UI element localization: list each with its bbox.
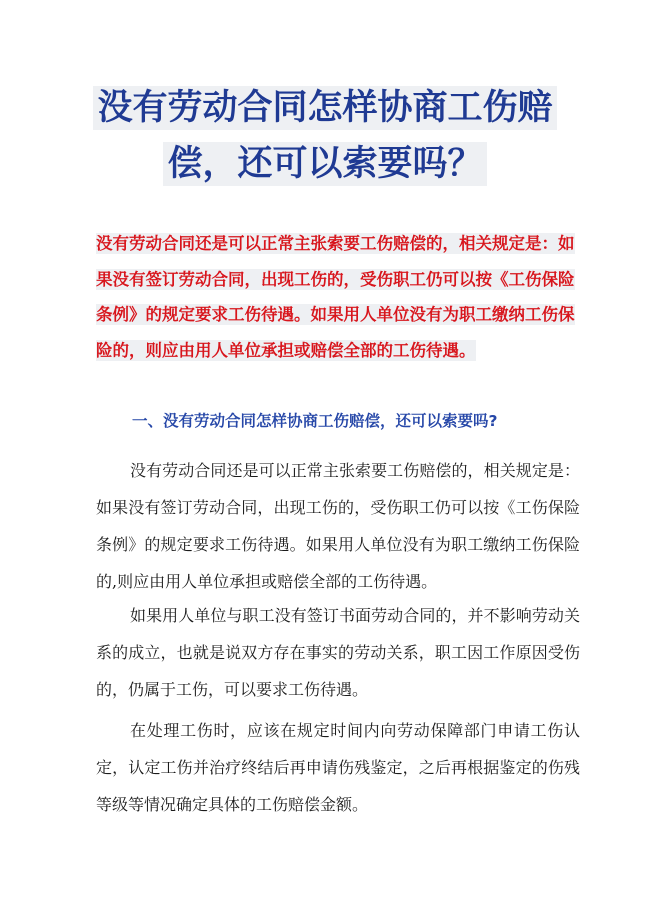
document-title-line-1-text: 没有劳动合同怎样协商工伤赔: [93, 86, 556, 130]
section-heading: 一、没有劳动合同怎样协商工伤赔偿，还可以索要吗?: [132, 412, 498, 430]
document-title-line-2: [0, 136, 650, 192]
body-paragraph-2: 如果用人单位与职工没有签订书面劳动合同的，并不影响劳动关系的成立，也就是说双方存在事实的劳动关系，职工因工作原因受伤的，仍属于工伤，可以要求工伤待遇。: [96, 606, 580, 699]
summary-text: 没有劳动合同还是可以正常主张索要工伤赔偿的，相关规定是：如果没有签订劳动合同，出现工伤的，受伤职工仍可以按《工伤保险条例》的规定要求工伤待遇。如果用人单位没有为职工缴纳工伤保险的，则应由用人单位承担或赔偿全部的工伤待遇。: [96, 234, 575, 360]
document-title-line-1: [0, 80, 650, 136]
document-title-line-2-text: 偿，还可以索要吗？: [163, 142, 486, 186]
body-paragraph-3: 在处理工伤时，应该在规定时间内向劳动保障部门申请工伤认定，认定工伤并治疗终结后再申请伤残鉴定，之后再根据鉴定的伤残等级等情况确定具体的工伤赔偿金额。: [96, 721, 580, 814]
body-paragraph-1: 没有劳动合同还是可以正常主张索要工伤赔偿的，相关规定是：如果没有签订劳动合同，出现工伤的，受伤职工仍可以按《工伤保险条例》的规定要求工伤待遇。如果用人单位没有为职工缴纳工伤保险的,则应由用人单位承担或赔偿全部的工伤待遇。: [96, 461, 580, 591]
summary-block: [96, 226, 576, 368]
